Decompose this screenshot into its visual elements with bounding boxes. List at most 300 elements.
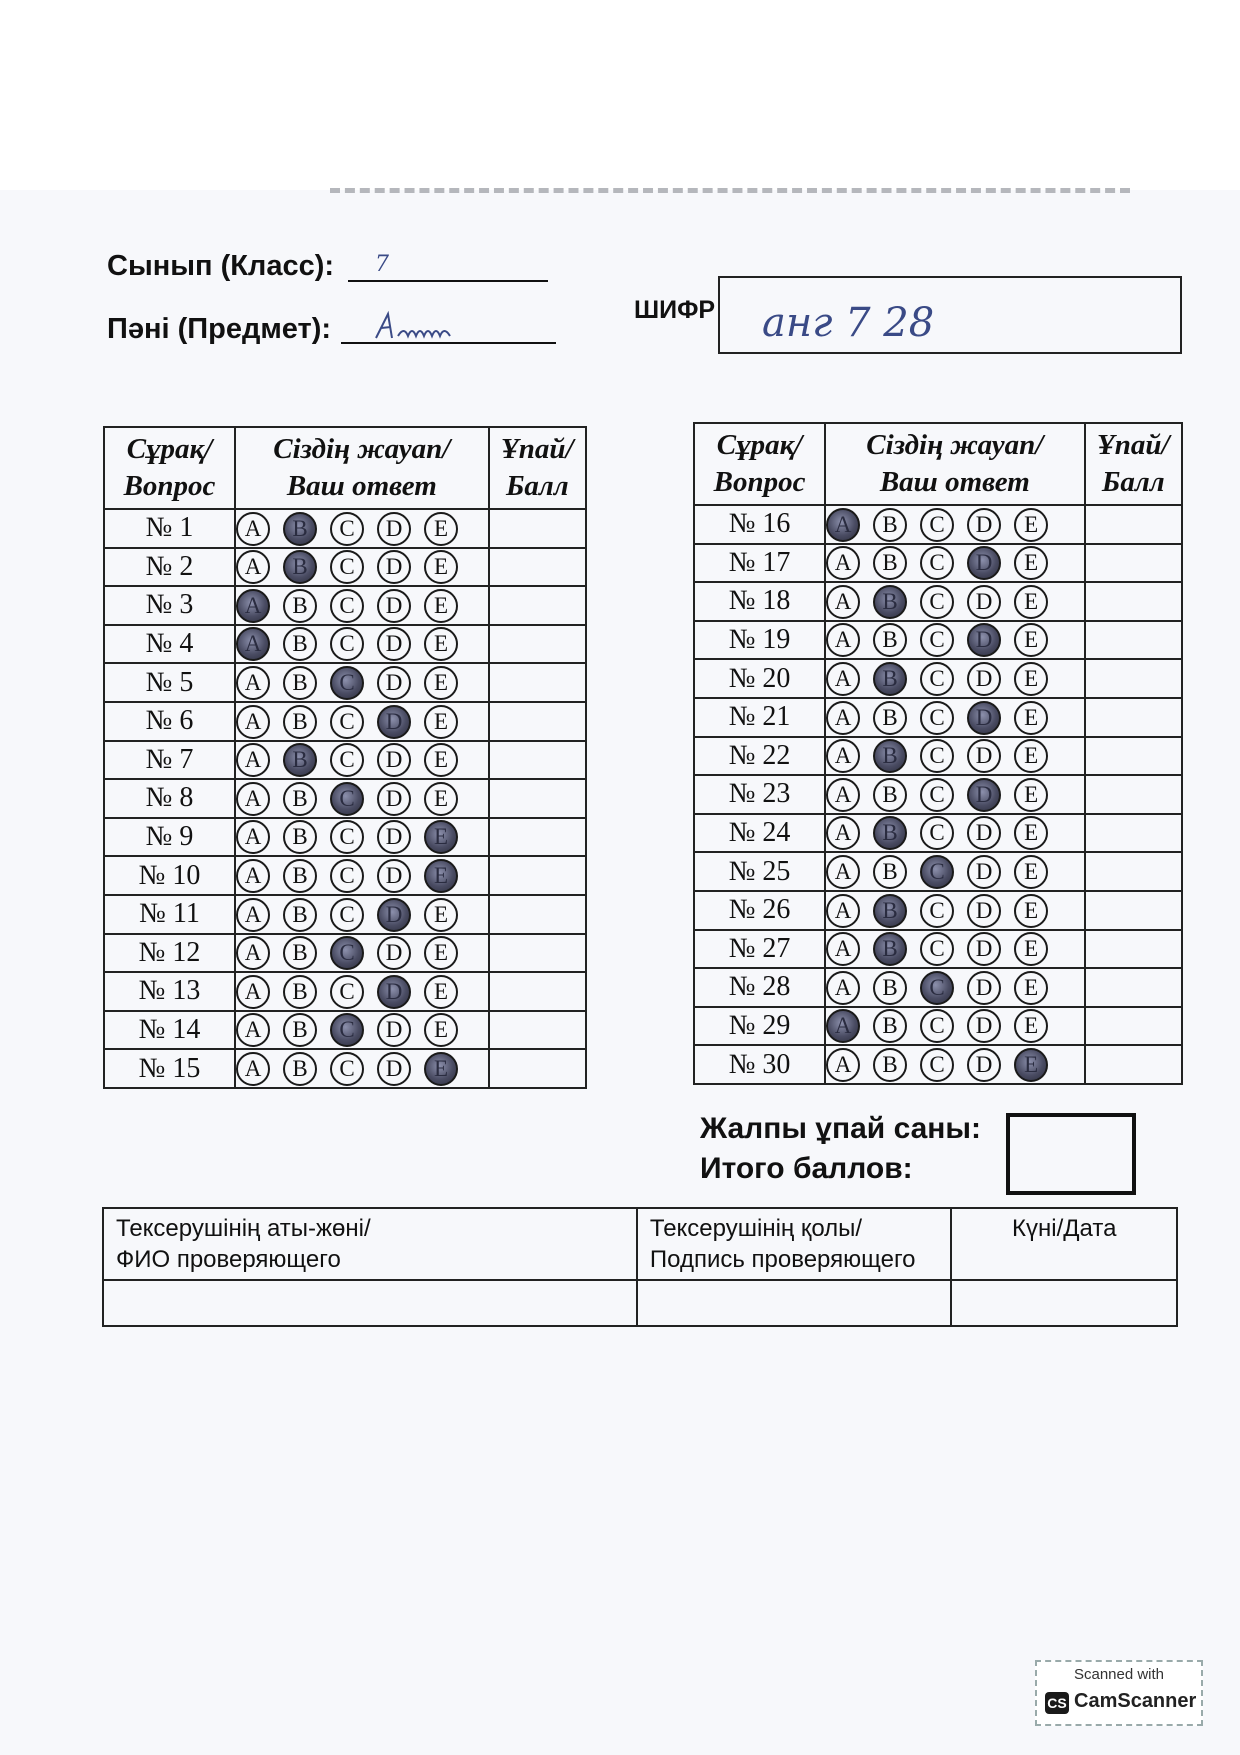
score-cell[interactable]: [1085, 737, 1182, 776]
score-cell[interactable]: [1085, 1007, 1182, 1046]
answer-options: [235, 818, 489, 857]
answer-row: [694, 621, 1182, 660]
question-number: № 19: [694, 621, 825, 660]
answer-bubble-d[interactable]: D: [377, 859, 411, 893]
answer-row: [694, 891, 1182, 930]
answer-bubble-b[interactable]: B: [283, 743, 317, 777]
answer-row: [104, 818, 586, 857]
score-cell[interactable]: [1085, 814, 1182, 853]
answer-bubble-d[interactable]: D: [967, 932, 1001, 966]
answer-options: [235, 548, 489, 587]
answer-row: [694, 775, 1182, 814]
answer-bubble-e[interactable]: E: [1014, 508, 1048, 542]
answer-options: [235, 702, 489, 741]
answer-bubble-d[interactable]: D: [967, 585, 1001, 619]
answer-bubble-c[interactable]: C: [330, 820, 364, 854]
answer-row: [694, 505, 1182, 544]
answer-bubble-c[interactable]: C: [330, 666, 364, 700]
answer-bubble-b[interactable]: B: [283, 589, 317, 623]
question-number: № 18: [694, 582, 825, 621]
answer-bubble-b[interactable]: B: [283, 627, 317, 661]
answer-bubble-a[interactable]: A: [236, 512, 270, 546]
score-cell[interactable]: [489, 741, 586, 780]
question-number: № 13: [104, 972, 235, 1011]
answer-bubble-c[interactable]: C: [920, 1048, 954, 1082]
answer-bubble-d[interactable]: D: [967, 623, 1001, 657]
answer-bubble-a[interactable]: A: [826, 662, 860, 696]
score-cell[interactable]: [1085, 621, 1182, 660]
answer-bubble-c[interactable]: C: [330, 627, 364, 661]
answer-bubble-d[interactable]: D: [967, 546, 1001, 580]
answer-bubble-b[interactable]: B: [873, 585, 907, 619]
question-number: № 8: [104, 779, 235, 818]
answer-bubble-c[interactable]: C: [920, 816, 954, 850]
answer-bubble-d[interactable]: D: [377, 782, 411, 816]
answer-bubble-e[interactable]: E: [1014, 778, 1048, 812]
answer-row: [694, 930, 1182, 969]
answer-bubble-b[interactable]: B: [873, 778, 907, 812]
answer-bubble-e[interactable]: E: [1014, 662, 1048, 696]
answer-row: [694, 968, 1182, 1007]
score-cell[interactable]: [1085, 891, 1182, 930]
answer-bubble-e[interactable]: E: [424, 1013, 458, 1047]
answer-bubble-b[interactable]: B: [283, 550, 317, 584]
answer-bubble-a[interactable]: A: [236, 666, 270, 700]
answer-bubble-b[interactable]: B: [283, 666, 317, 700]
answer-bubble-c[interactable]: C: [330, 705, 364, 739]
answer-bubble-e[interactable]: E: [424, 975, 458, 1009]
answer-row: [104, 1011, 586, 1050]
answer-bubble-b[interactable]: B: [873, 932, 907, 966]
answer-bubble-d[interactable]: D: [377, 666, 411, 700]
answer-row: [104, 509, 586, 548]
answer-row: [694, 544, 1182, 583]
answer-options: [235, 586, 489, 625]
answer-bubble-c[interactable]: C: [330, 550, 364, 584]
question-number: № 15: [104, 1049, 235, 1088]
score-header: Ұпай/ Балл: [489, 427, 586, 509]
date-header: Күні/Дата: [951, 1208, 1177, 1280]
answer-bubble-d[interactable]: D: [377, 1013, 411, 1047]
answer-bubble-d[interactable]: D: [967, 739, 1001, 773]
score-cell[interactable]: [1085, 505, 1182, 544]
answer-bubble-c[interactable]: C: [330, 898, 364, 932]
answer-options: [825, 505, 1084, 544]
answer-bubble-e[interactable]: E: [424, 512, 458, 546]
answer-bubble-a[interactable]: A: [826, 932, 860, 966]
answer-options: [825, 1007, 1084, 1046]
answer-bubble-b[interactable]: B: [873, 1009, 907, 1043]
answer-row: [694, 698, 1182, 737]
answer-options: [825, 544, 1084, 583]
answer-bubble-e[interactable]: E: [1014, 739, 1048, 773]
answer-bubble-e[interactable]: E: [424, 936, 458, 970]
answer-bubble-a[interactable]: A: [236, 589, 270, 623]
answer-row: [694, 1045, 1182, 1084]
answer-bubble-a[interactable]: A: [236, 1013, 270, 1047]
watermark-caption: Scanned with: [1073, 1666, 1165, 1683]
answer-bubble-d[interactable]: D: [967, 816, 1001, 850]
score-cell[interactable]: [489, 1011, 586, 1050]
score-cell[interactable]: [489, 702, 586, 741]
inspector-name-header: Тексерушінің аты-жөні/ ФИО проверяющего: [103, 1208, 637, 1280]
answer-bubble-c[interactable]: C: [920, 971, 954, 1005]
subject-handwriting: [372, 308, 464, 344]
answer-bubble-e[interactable]: E: [1014, 585, 1048, 619]
answer-bubble-b[interactable]: B: [873, 1048, 907, 1082]
subject-label: Пәні (Предмет):: [107, 313, 332, 345]
answer-row: [694, 1007, 1182, 1046]
score-cell[interactable]: [489, 895, 586, 934]
answer-bubble-e[interactable]: E: [424, 666, 458, 700]
question-number: № 10: [104, 856, 235, 895]
answer-bubble-c[interactable]: C: [920, 855, 954, 889]
score-cell[interactable]: [1085, 775, 1182, 814]
score-cell[interactable]: [489, 548, 586, 587]
answer-options: [825, 1045, 1084, 1084]
answer-options: [235, 779, 489, 818]
score-cell[interactable]: [489, 586, 586, 625]
question-number: № 25: [694, 852, 825, 891]
question-number: № 7: [104, 741, 235, 780]
answer-bubble-e[interactable]: E: [424, 782, 458, 816]
answer-bubble-d[interactable]: D: [377, 627, 411, 661]
question-number: № 22: [694, 737, 825, 776]
answer-bubble-e[interactable]: E: [424, 859, 458, 893]
answer-row: [104, 856, 586, 895]
answer-options: [825, 621, 1084, 660]
answer-bubble-a[interactable]: A: [826, 894, 860, 928]
answer-bubble-c[interactable]: C: [920, 623, 954, 657]
question-header: Сұрақ/ Вопрос: [694, 423, 825, 505]
answer-bubble-a[interactable]: A: [826, 1048, 860, 1082]
answer-bubble-d[interactable]: D: [377, 820, 411, 854]
answer-bubble-d[interactable]: D: [967, 701, 1001, 735]
answer-options: [235, 934, 489, 973]
answer-bubble-e[interactable]: E: [424, 627, 458, 661]
answer-bubble-b[interactable]: B: [283, 512, 317, 546]
answer-bubble-a[interactable]: A: [236, 820, 270, 854]
answer-bubble-b[interactable]: B: [873, 662, 907, 696]
question-number: № 12: [104, 934, 235, 973]
score-cell[interactable]: [489, 779, 586, 818]
answer-bubble-c[interactable]: C: [330, 589, 364, 623]
class-label: Сынып (Класс):: [107, 250, 335, 282]
question-number: № 11: [104, 895, 235, 934]
answer-bubble-d[interactable]: D: [377, 975, 411, 1009]
answer-bubble-b[interactable]: B: [873, 971, 907, 1005]
answer-bubble-d[interactable]: D: [377, 512, 411, 546]
score-cell[interactable]: [489, 972, 586, 1011]
question-number: № 26: [694, 891, 825, 930]
answer-bubble-a[interactable]: A: [826, 701, 860, 735]
answer-bubble-c[interactable]: C: [920, 894, 954, 928]
perforation-line: [330, 188, 1130, 193]
answer-row: [694, 814, 1182, 853]
answer-row: [104, 663, 586, 702]
inspector-signature-header: Тексерушінің қолы/ Подпись проверяющего: [637, 1208, 952, 1280]
question-number: № 28: [694, 968, 825, 1007]
score-cell[interactable]: [1085, 582, 1182, 621]
answer-bubble-a[interactable]: A: [826, 739, 860, 773]
answer-bubble-e[interactable]: E: [424, 820, 458, 854]
question-number: № 5: [104, 663, 235, 702]
answer-options: [235, 856, 489, 895]
inspector-table: [102, 1207, 1178, 1327]
answer-bubble-b[interactable]: B: [873, 623, 907, 657]
watermark-brand: CamScanner: [1074, 1690, 1197, 1712]
answer-options: [825, 852, 1084, 891]
question-number: № 16: [694, 505, 825, 544]
score-cell[interactable]: [489, 818, 586, 857]
answer-options: [825, 891, 1084, 930]
answer-options: [235, 741, 489, 780]
answer-row: [104, 586, 586, 625]
answer-bubble-d[interactable]: D: [967, 508, 1001, 542]
answer-row: [694, 737, 1182, 776]
answer-bubble-a[interactable]: A: [826, 508, 860, 542]
answer-options: [235, 895, 489, 934]
total-label-kz: Жалпы ұпай саны:: [700, 1112, 982, 1145]
answer-bubble-e[interactable]: E: [424, 1052, 458, 1086]
answer-bubble-b[interactable]: B: [873, 546, 907, 580]
answer-bubble-d[interactable]: D: [967, 1048, 1001, 1082]
answer-options: [235, 972, 489, 1011]
answer-bubble-b[interactable]: B: [283, 975, 317, 1009]
inspector-signature-field: [637, 1280, 952, 1326]
answer-bubble-c[interactable]: C: [330, 512, 364, 546]
answer-options: [825, 814, 1084, 853]
answer-bubble-c[interactable]: C: [920, 1009, 954, 1043]
answer-bubble-b[interactable]: B: [283, 820, 317, 854]
answer-bubble-d[interactable]: D: [967, 1009, 1001, 1043]
question-number: № 29: [694, 1007, 825, 1046]
question-number: № 24: [694, 814, 825, 853]
answer-table-left: [103, 426, 587, 1089]
answer-bubble-a[interactable]: A: [826, 623, 860, 657]
answer-options: [235, 625, 489, 664]
score-cell[interactable]: [1085, 968, 1182, 1007]
answer-row: [104, 702, 586, 741]
answer-bubble-e[interactable]: E: [1014, 932, 1048, 966]
answer-bubble-d[interactable]: D: [377, 1052, 411, 1086]
score-cell[interactable]: [489, 509, 586, 548]
answer-options: [235, 509, 489, 548]
answer-bubble-a[interactable]: A: [236, 743, 270, 777]
answer-bubble-c[interactable]: C: [920, 932, 954, 966]
question-number: № 2: [104, 548, 235, 587]
answer-row: [104, 1049, 586, 1088]
total-score-box: [1006, 1113, 1136, 1195]
answer-bubble-c[interactable]: C: [330, 936, 364, 970]
answer-options: [825, 737, 1084, 776]
answer-bubble-b[interactable]: B: [873, 701, 907, 735]
answer-options: [235, 663, 489, 702]
question-number: № 4: [104, 625, 235, 664]
answer-bubble-e[interactable]: E: [1014, 1048, 1048, 1082]
answer-bubble-d[interactable]: D: [967, 855, 1001, 889]
answer-bubble-b[interactable]: B: [283, 859, 317, 893]
answer-bubble-a[interactable]: A: [826, 546, 860, 580]
answer-bubble-a[interactable]: A: [236, 627, 270, 661]
answer-bubble-a[interactable]: A: [826, 778, 860, 812]
answer-bubble-a[interactable]: A: [236, 782, 270, 816]
answer-options: [825, 698, 1084, 737]
question-number: № 27: [694, 930, 825, 969]
score-cell[interactable]: [489, 934, 586, 973]
answer-bubble-c[interactable]: C: [330, 1013, 364, 1047]
answer-row: [104, 741, 586, 780]
answer-bubble-a[interactable]: A: [236, 1052, 270, 1086]
answer-row: [104, 972, 586, 1011]
answer-bubble-d[interactable]: D: [377, 936, 411, 970]
answer-bubble-c[interactable]: C: [920, 546, 954, 580]
answer-bubble-c[interactable]: C: [920, 508, 954, 542]
answer-bubble-e[interactable]: E: [1014, 855, 1048, 889]
question-header: Сұрақ/ Вопрос: [104, 427, 235, 509]
camscanner-watermark: [1035, 1660, 1203, 1726]
answer-bubble-e[interactable]: E: [1014, 546, 1048, 580]
cipher-value: анг 7 28: [762, 300, 935, 346]
answer-bubble-a[interactable]: A: [236, 975, 270, 1009]
inspector-name-field: [103, 1280, 637, 1326]
answer-bubble-b[interactable]: B: [873, 739, 907, 773]
answer-header: Сіздің жауап/ Ваш ответ: [235, 427, 489, 509]
question-number: № 21: [694, 698, 825, 737]
answer-options: [235, 1049, 489, 1088]
answer-bubble-a[interactable]: A: [826, 971, 860, 1005]
answer-bubble-d[interactable]: D: [967, 778, 1001, 812]
date-field: [951, 1280, 1177, 1326]
answer-bubble-c[interactable]: C: [920, 778, 954, 812]
score-header: Ұпай/ Балл: [1085, 423, 1182, 505]
question-number: № 30: [694, 1045, 825, 1084]
answer-row: [104, 779, 586, 818]
answer-header: Сіздің жауап/ Ваш ответ: [825, 423, 1084, 505]
answer-bubble-c[interactable]: C: [330, 782, 364, 816]
answer-bubble-d[interactable]: D: [377, 743, 411, 777]
answer-bubble-a[interactable]: A: [236, 550, 270, 584]
answer-bubble-d[interactable]: D: [967, 662, 1001, 696]
class-underline: [348, 280, 548, 282]
score-cell[interactable]: [489, 625, 586, 664]
answer-bubble-a[interactable]: A: [236, 859, 270, 893]
question-number: № 6: [104, 702, 235, 741]
answer-bubble-e[interactable]: E: [424, 550, 458, 584]
answer-row: [694, 852, 1182, 891]
answer-row: [104, 934, 586, 973]
answer-options: [825, 930, 1084, 969]
answer-bubble-b[interactable]: B: [873, 894, 907, 928]
answer-table-right: [693, 422, 1183, 1085]
score-cell[interactable]: [489, 663, 586, 702]
answer-bubble-a[interactable]: A: [236, 705, 270, 739]
score-cell[interactable]: [1085, 930, 1182, 969]
score-cell[interactable]: [1085, 659, 1182, 698]
class-value: 7: [375, 252, 389, 277]
answer-bubble-a[interactable]: A: [826, 816, 860, 850]
score-cell[interactable]: [1085, 698, 1182, 737]
answer-bubble-e[interactable]: E: [1014, 816, 1048, 850]
answer-options: [235, 1011, 489, 1050]
answer-bubble-e[interactable]: E: [1014, 1009, 1048, 1043]
answer-bubble-b[interactable]: B: [283, 705, 317, 739]
answer-options: [825, 582, 1084, 621]
answer-row: [104, 548, 586, 587]
answer-bubble-a[interactable]: A: [826, 585, 860, 619]
question-number: № 9: [104, 818, 235, 857]
answer-bubble-b[interactable]: B: [283, 1052, 317, 1086]
answer-bubble-d[interactable]: D: [377, 550, 411, 584]
answer-bubble-c[interactable]: C: [330, 1052, 364, 1086]
answer-bubble-c[interactable]: C: [920, 585, 954, 619]
answer-options: [825, 775, 1084, 814]
answer-bubble-b[interactable]: B: [283, 782, 317, 816]
score-cell[interactable]: [489, 1049, 586, 1088]
answer-bubble-a[interactable]: A: [826, 855, 860, 889]
answer-bubble-a[interactable]: A: [236, 936, 270, 970]
score-cell[interactable]: [1085, 544, 1182, 583]
answer-options: [825, 659, 1084, 698]
answer-bubble-e[interactable]: E: [1014, 623, 1048, 657]
answer-bubble-b[interactable]: B: [283, 898, 317, 932]
answer-row: [104, 895, 586, 934]
answer-bubble-c[interactable]: C: [920, 739, 954, 773]
answer-bubble-d[interactable]: D: [377, 589, 411, 623]
answer-bubble-d[interactable]: D: [377, 898, 411, 932]
answer-bubble-c[interactable]: C: [330, 975, 364, 1009]
score-cell[interactable]: [489, 856, 586, 895]
question-number: № 14: [104, 1011, 235, 1050]
score-cell[interactable]: [1085, 1045, 1182, 1084]
total-label-ru: Итого баллов:: [700, 1152, 913, 1185]
answer-bubble-b[interactable]: B: [873, 816, 907, 850]
answer-bubble-b[interactable]: B: [283, 936, 317, 970]
answer-bubble-c[interactable]: C: [920, 701, 954, 735]
answer-row: [694, 659, 1182, 698]
question-number: № 17: [694, 544, 825, 583]
score-cell[interactable]: [1085, 852, 1182, 891]
question-number: № 3: [104, 586, 235, 625]
answer-row: [694, 582, 1182, 621]
answer-bubble-d[interactable]: D: [967, 971, 1001, 1005]
answer-bubble-b[interactable]: B: [873, 508, 907, 542]
answer-options: [825, 968, 1084, 1007]
answer-bubble-e[interactable]: E: [424, 705, 458, 739]
answer-bubble-a[interactable]: A: [236, 898, 270, 932]
answer-bubble-e[interactable]: E: [1014, 894, 1048, 928]
question-number: № 1: [104, 509, 235, 548]
answer-bubble-d[interactable]: D: [377, 705, 411, 739]
answer-bubble-d[interactable]: D: [967, 894, 1001, 928]
answer-bubble-e[interactable]: E: [1014, 971, 1048, 1005]
answer-row: [104, 625, 586, 664]
question-number: № 20: [694, 659, 825, 698]
answer-bubble-e[interactable]: E: [424, 743, 458, 777]
answer-bubble-c[interactable]: C: [330, 743, 364, 777]
answer-bubble-e[interactable]: E: [424, 589, 458, 623]
answer-bubble-b[interactable]: B: [283, 1013, 317, 1047]
answer-bubble-c[interactable]: C: [330, 859, 364, 893]
answer-bubble-c[interactable]: C: [920, 662, 954, 696]
answer-bubble-e[interactable]: E: [1014, 701, 1048, 735]
cipher-label: ШИФР: [634, 296, 716, 324]
answer-bubble-b[interactable]: B: [873, 855, 907, 889]
camscanner-logo-icon: CS: [1045, 1692, 1069, 1714]
question-number: № 23: [694, 775, 825, 814]
answer-bubble-e[interactable]: E: [424, 898, 458, 932]
answer-bubble-a[interactable]: A: [826, 1009, 860, 1043]
